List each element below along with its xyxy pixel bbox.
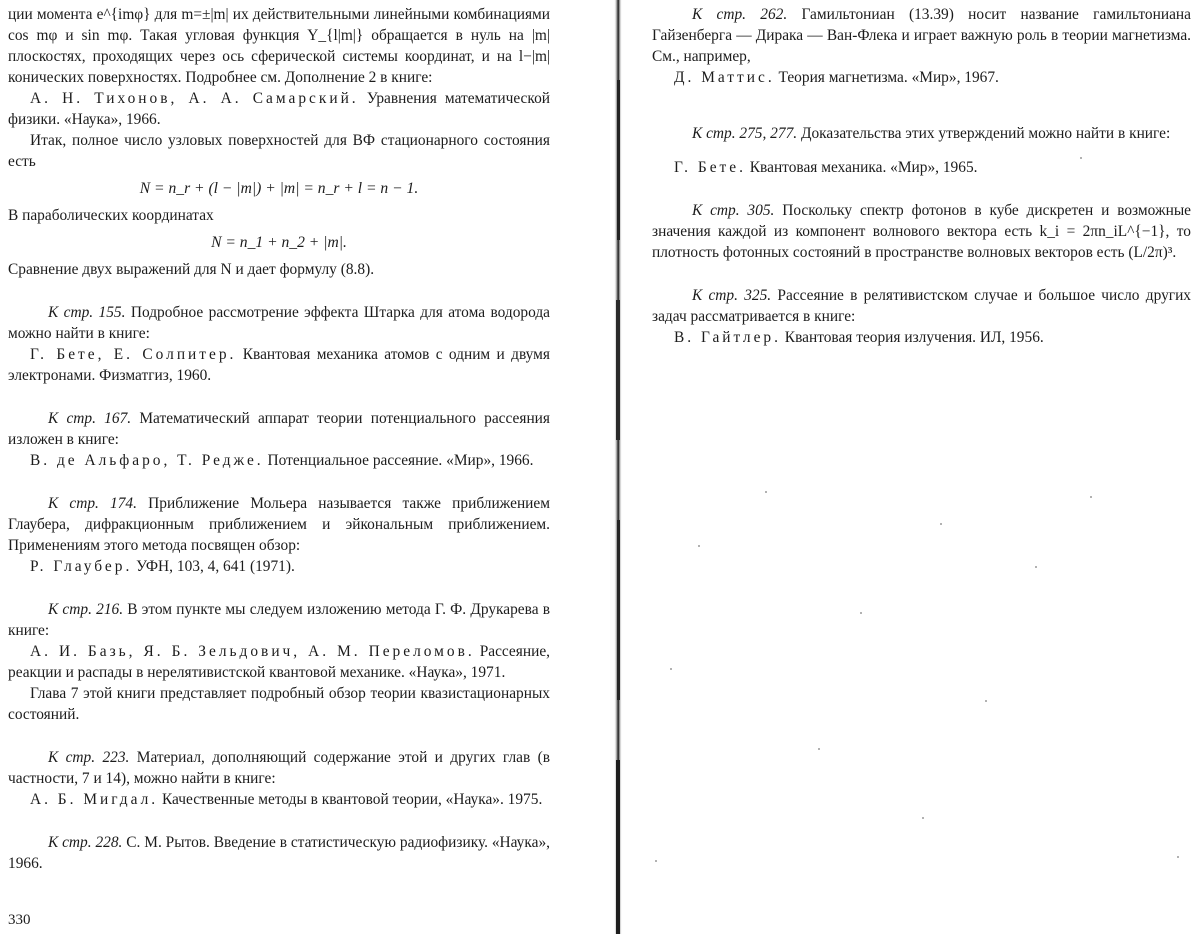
right-page: [650, 0, 1195, 934]
note-text: Приближение Мольера называется также приближением Глаубера, дифракционным приближением и эйкональным приближением. Применениям этого метода посвящен обзор:: [8, 495, 550, 554]
reference-authors: Г. Бете.: [674, 159, 746, 176]
book-gutter: [600, 0, 636, 934]
page-number: 330: [8, 912, 31, 928]
reference-title: Квантовая механика. «Мир», 1965.: [745, 159, 978, 176]
note-page-ref: К стр. 228.: [48, 834, 123, 851]
note-text: Гамильтониан (13.39) носит название гамильтониана Гайзенберга — Дирака — Ван-Флека и играет важную роль в теории магнетизма. См., например,: [652, 6, 1191, 65]
left-column: [8, 4, 550, 874]
note-page-ref: К стр. 305.: [692, 202, 775, 219]
reference-title: УФН, 103, 4, 641 (1971).: [132, 558, 295, 575]
note-page-228: [8, 832, 550, 874]
reference-bethe: [652, 157, 1191, 178]
note-page-ref: К стр. 325.: [692, 287, 772, 304]
reference-title: Потенциальное рассеяние. «Мир», 1966.: [263, 452, 534, 469]
reference-authors: Г. Бете, Е. Солпитер.: [30, 346, 237, 363]
reference-tikhonov: [8, 88, 550, 130]
note-page-ref: К стр. 174.: [48, 495, 137, 512]
paragraph-angular-functions: ции момента e^{imφ} для m=±|m| их действительными линейными комбинациями cos mφ и sin mφ. Такая угловая функция Y_{l|m|} обращается в нуль на |m| плоскостях, проходящих через ось сферической системы координат, и на l−|m| конических поверхностях. Подробнее см. Дополнение 2 в книге:: [8, 6, 550, 86]
note-text: Подробное рассмотрение эффекта Штарка для атома водорода можно найти в книге:: [8, 304, 550, 342]
note-page-305: [652, 200, 1191, 263]
reference-heitler: [652, 327, 1191, 348]
formula-nodal-count: N = n_r + (l − |m|) + |m| = n_r + l = n − 1.: [139, 180, 419, 197]
note-text: Материал, дополняющий содержание этой и других глав (в частности, 7 и 14), можно найти в книге:: [8, 749, 550, 787]
note-page-ref: К стр. 262.: [692, 6, 788, 23]
reference-authors: В. де Альфаро, Т. Редже.: [30, 452, 264, 469]
reference-authors: А. И. Базь, Я. Б. Зельдович, А. М. Переломов.: [30, 643, 475, 660]
left-page: [0, 0, 560, 934]
reference-title: Уравнения математической физики. «Наука», 1966.: [8, 90, 551, 128]
reference-title: Квантовая механика атомов с одним и двумя электронами. Физматгиз, 1960.: [8, 346, 550, 384]
note-page-ref: К стр. 155.: [48, 304, 126, 321]
note-page-262: [652, 4, 1191, 67]
note-text: Доказательства этих утверждений можно найти в книге:: [797, 125, 1171, 142]
note-page-155: [8, 302, 550, 344]
reference-mattis: [652, 67, 1191, 88]
reference-title: Качественные методы в квантовой теории, «Наука». 1975.: [158, 791, 543, 808]
paragraph-nodal-surfaces: Итак, полное число узловых поверхностей для ВФ стационарного состояния есть: [8, 132, 550, 170]
formula-parabolic: N = n_1 + n_2 + |m|.: [211, 234, 347, 251]
paragraph-parabolic: В параболических координатах: [8, 207, 214, 224]
reference-glauber: [8, 556, 550, 577]
note-text: Рассеяние в релятивистском случае и большое число других задач рассматривается в книге:: [652, 287, 1192, 325]
reference-authors: В. Гайтлер.: [674, 329, 781, 346]
note-extra-chapter-7: Глава 7 этой книги представляет подробный обзор теории квазистационарных состояний.: [8, 685, 550, 723]
reference-de-alfaro: [8, 450, 550, 471]
right-column: [652, 4, 1191, 348]
reference-authors: А. Н. Тихонов, А. А. Самарский.: [30, 90, 359, 107]
reference-authors: А. Б. Мигдал.: [30, 791, 159, 808]
note-text: Математический аппарат теории потенциального рассеяния изложен в книге:: [8, 410, 550, 448]
note-page-325: [652, 285, 1191, 327]
note-page-ref: К стр. 167.: [48, 410, 132, 427]
note-page-ref: К стр. 223.: [48, 749, 130, 766]
reference-title: Рассеяние, реакции и распады в нерелятивистской квантовой механике. «Наука», 1971.: [8, 643, 550, 681]
note-page-167: [8, 408, 550, 450]
note-page-223: [8, 747, 550, 789]
note-page-174: [8, 493, 550, 556]
note-text: С. М. Рытов. Введение в статистическую радиофизику. «Наука», 1966.: [8, 834, 550, 872]
note-page-ref: К стр. 275, 277.: [692, 125, 798, 142]
paragraph-comparison: Сравнение двух выражений для N и дает формулу (8.8).: [8, 261, 375, 278]
note-text: Поскольку спектр фотонов в кубе дискретен и возможные значения каждой из компонент волнового вектора есть k_i = 2πn_iL^{−1}, то плотность фотонных состояний в пространстве волновых векторов есть (L/2π)³.: [652, 202, 1192, 261]
note-text: В этом пункте мы следуем изложению метода Г. Ф. Друкарева в книге:: [8, 601, 550, 639]
reference-migdal: [8, 789, 550, 810]
reference-authors: Р. Глаубер.: [30, 558, 133, 575]
reference-title: Теория магнетизма. «Мир», 1967.: [774, 69, 999, 86]
note-page-275-277: [652, 123, 1191, 144]
reference-bethe-salpeter: [8, 344, 550, 386]
reference-title: Квантовая теория излучения. ИЛ, 1956.: [780, 329, 1044, 346]
note-page-ref: К стр. 216.: [48, 601, 124, 618]
reference-baz: [8, 641, 550, 683]
note-page-216: [8, 599, 550, 641]
reference-authors: Д. Маттис.: [674, 69, 775, 86]
gutter-shadow: [600, 0, 636, 934]
